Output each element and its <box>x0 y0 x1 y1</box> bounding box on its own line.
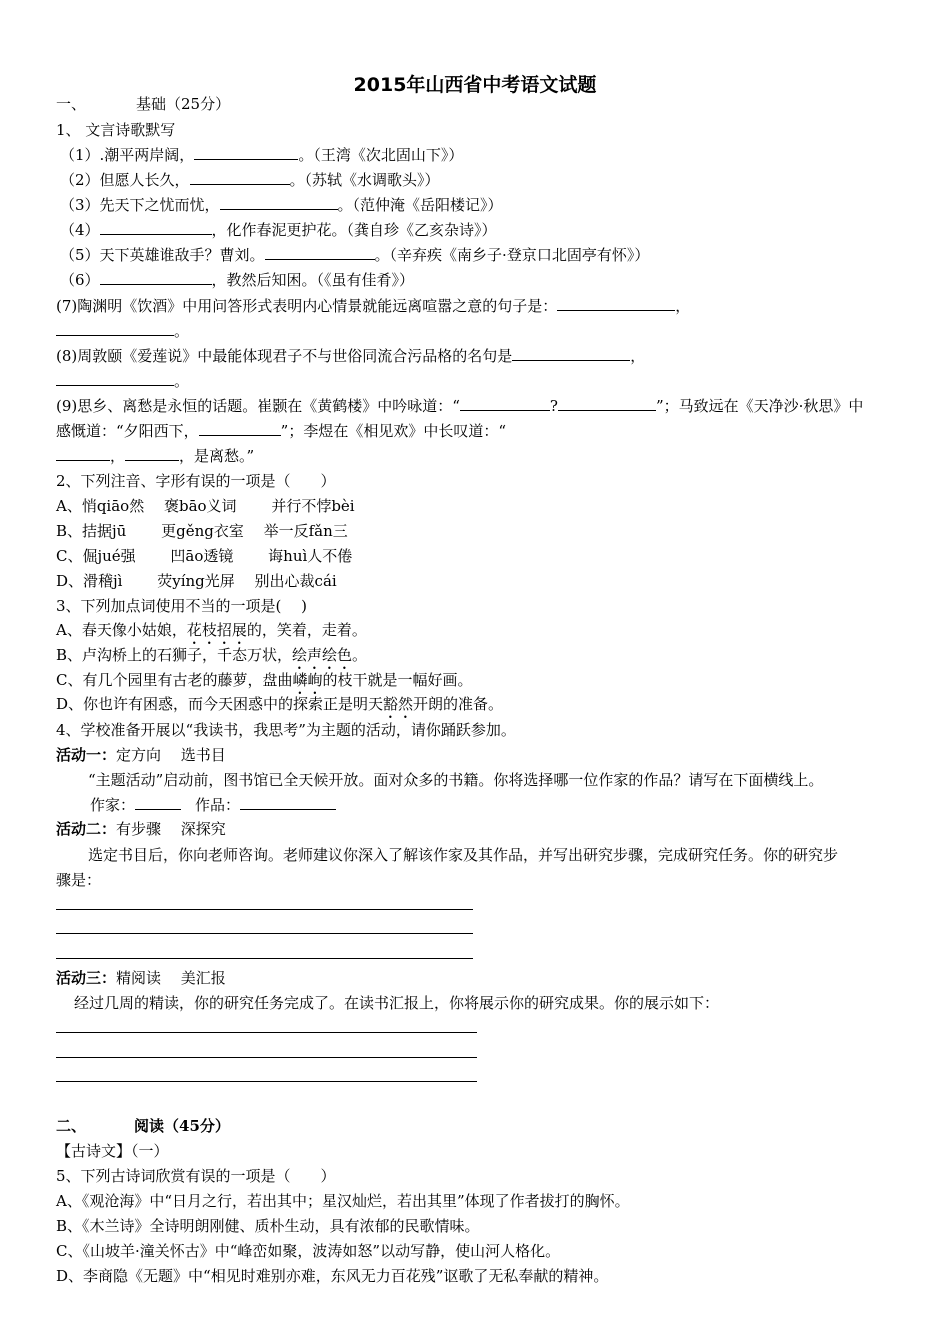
answer-blank[interactable] <box>56 321 174 336</box>
author-blank[interactable] <box>135 795 181 810</box>
q5-option-a[interactable]: A、《观沧海》中“日月之行，若出其中；星汉灿烂，若出其里”体现了作者拔打的胸怀。 <box>56 1192 630 1210</box>
answer-line[interactable] <box>56 1057 477 1058</box>
answer-blank[interactable] <box>557 296 675 311</box>
q1-line-9b: 感慨道：“夕阳西下， ”；李煜在《相见欢》中长叹道：“ <box>56 422 507 440</box>
section-two-heading: 二、 阅读（45分） <box>56 1117 230 1135</box>
q3-heading: 3、下列加点词使用不当的一项是( ) <box>56 597 308 615</box>
answer-blank[interactable] <box>194 145 298 160</box>
q1-line-8-cont: 。 <box>56 371 189 391</box>
q2-option-d[interactable]: D、滑稽jì 荧yíng光屏 别出心裁cái <box>56 572 337 590</box>
q5-option-c[interactable]: C、《山坡羊·潼关怀古》中“峰峦如聚，波涛如怒”以动写静，使山河人格化。 <box>56 1242 561 1260</box>
answer-line[interactable] <box>56 958 473 959</box>
answer-blank[interactable] <box>100 270 212 285</box>
answer-blank[interactable] <box>56 371 174 386</box>
activity-one-text: “主题活动”启动前，图书馆已全天候开放。面对众多的书籍。你将选择哪一位作家的作品？请写在下面横线上。 <box>88 771 824 789</box>
q2-heading: 2、下列注音、字形有误的一项是（ ） <box>56 472 336 490</box>
answer-blank[interactable] <box>199 421 281 436</box>
answer-blank[interactable] <box>558 396 656 411</box>
answer-line[interactable] <box>56 1081 477 1082</box>
section-one-heading: 一、 基础（25分） <box>56 95 231 113</box>
answer-blank[interactable] <box>125 446 179 461</box>
dotted-word: 绘声绘色 <box>292 646 353 664</box>
q1-line-4: （4） ，化作春泥更护花。（龚自珍《乙亥杂诗》） <box>60 221 497 239</box>
q1-line-7: (7)陶渊明《饮酒》中用问答形式表明内心情景就能远离喧嚣之意的句子是： ， <box>56 297 691 315</box>
dotted-word: 花枝招展 <box>186 621 247 639</box>
q1-line-6: （6） ，教然后知困。（《虽有佳肴》） <box>60 271 415 289</box>
q1-line-5: （5）天下英雄谁敌手？曹刘。 。（辛弃疾《南乡子·登京口北固亭有怀》） <box>60 246 650 264</box>
q1-line-9c: ， ，是离愁。” <box>56 446 254 466</box>
answer-blank[interactable] <box>220 195 338 210</box>
activity-two-text: 选定书目后，你向老师咨询。老师建议你深入了解该作家及其作品，并写出研究步骤，完成研究任务。你的研究步 <box>88 846 839 864</box>
q2-option-c[interactable]: C、倔jué强 凹āo透镜 诲huì人不倦 <box>56 547 353 565</box>
activity-three-text: 经过几周的精读，你的研究任务完成了。在读书汇报上，你将展示你的研究成果。你的展示如下： <box>74 994 720 1012</box>
answer-blank[interactable] <box>190 170 290 185</box>
answer-blank[interactable] <box>512 346 630 361</box>
answer-line[interactable] <box>56 1032 477 1033</box>
activity-one: 活动一：定方向 选书目 <box>56 746 226 764</box>
answer-blank[interactable] <box>56 446 110 461</box>
subsection-heading: 【古诗文】（一） <box>56 1142 169 1160</box>
q1-line-8: (8)周敦颐《爱莲说》中最能体现君子不与世俗同流合污品格的名句是 ， <box>56 347 646 365</box>
q1-line-1: （1）.潮平两岸阔， 。（王湾《次北固山下》） <box>60 146 464 164</box>
author-works-line: 作家： 作品： <box>90 795 336 815</box>
q5-option-d[interactable]: D、李商隐《无题》中“相见时难别亦难，东风无力百花残”讴歌了无私奉献的精神。 <box>56 1267 609 1285</box>
activity-two-text-cont: 骤是： <box>56 871 102 889</box>
page-title: 2015年山西省中考语文试题 <box>353 74 597 96</box>
q3-option-b[interactable]: B、卢沟桥上的石狮子，千态万状，绘声绘色。 <box>56 646 368 664</box>
q1-heading: 1、 文言诗歌默写 <box>56 121 176 139</box>
activity-three: 活动三：精阅读 美汇报 <box>56 969 226 987</box>
q1-line-7-cont: 。 <box>56 321 189 341</box>
answer-line[interactable] <box>56 909 473 910</box>
dotted-word: 嶙峋 <box>292 671 323 689</box>
q4-heading: 4、学校准备开展以“我读书，我思考”为主题的活动，请你踊跃参加。 <box>56 721 516 739</box>
works-blank[interactable] <box>240 795 336 810</box>
q2-option-b[interactable]: B、拮据jū 更gěng衣室 举一反fǎn三 <box>56 522 348 540</box>
q3-option-a[interactable]: A、春天像小姑娘，花枝招展的，笑着，走着。 <box>56 621 367 639</box>
q5-heading: 5、下列古诗词欣赏有误的一项是（ ） <box>56 1167 336 1185</box>
q1-line-2: （2）但愿人长久， 。（苏轼《水调歌头》） <box>60 171 440 189</box>
answer-blank[interactable] <box>100 220 212 235</box>
q3-option-c[interactable]: C、有几个园里有古老的藤萝，盘曲嶙峋的枝干就是一幅好画。 <box>56 671 473 689</box>
activity-two: 活动二：有步骤 深探究 <box>56 820 226 838</box>
dotted-word: 豁然 <box>383 695 414 713</box>
answer-blank[interactable] <box>460 396 550 411</box>
q5-option-b[interactable]: B、《木兰诗》全诗明朗刚健、质朴生动，具有浓郁的民歌情味。 <box>56 1217 480 1235</box>
q2-option-a[interactable]: A、悄qiāo然 褒bāo义词 并行不悖bèi <box>56 497 355 515</box>
q1-line-9: (9)思乡、离愁是永恒的话题。崔颢在《黄鹤楼》中吟咏道：“ ? ”；马致远在《天净沙·秋思》中 <box>56 397 864 415</box>
q3-option-d[interactable]: D、你也许有困惑，而今天困惑中的探索正是明天豁然开朗的准备。 <box>56 695 504 713</box>
answer-blank[interactable] <box>265 245 375 260</box>
answer-line[interactable] <box>56 933 473 934</box>
q1-line-3: （3）先天下之忧而忧， 。（范仲淹《岳阳楼记》） <box>60 196 503 214</box>
